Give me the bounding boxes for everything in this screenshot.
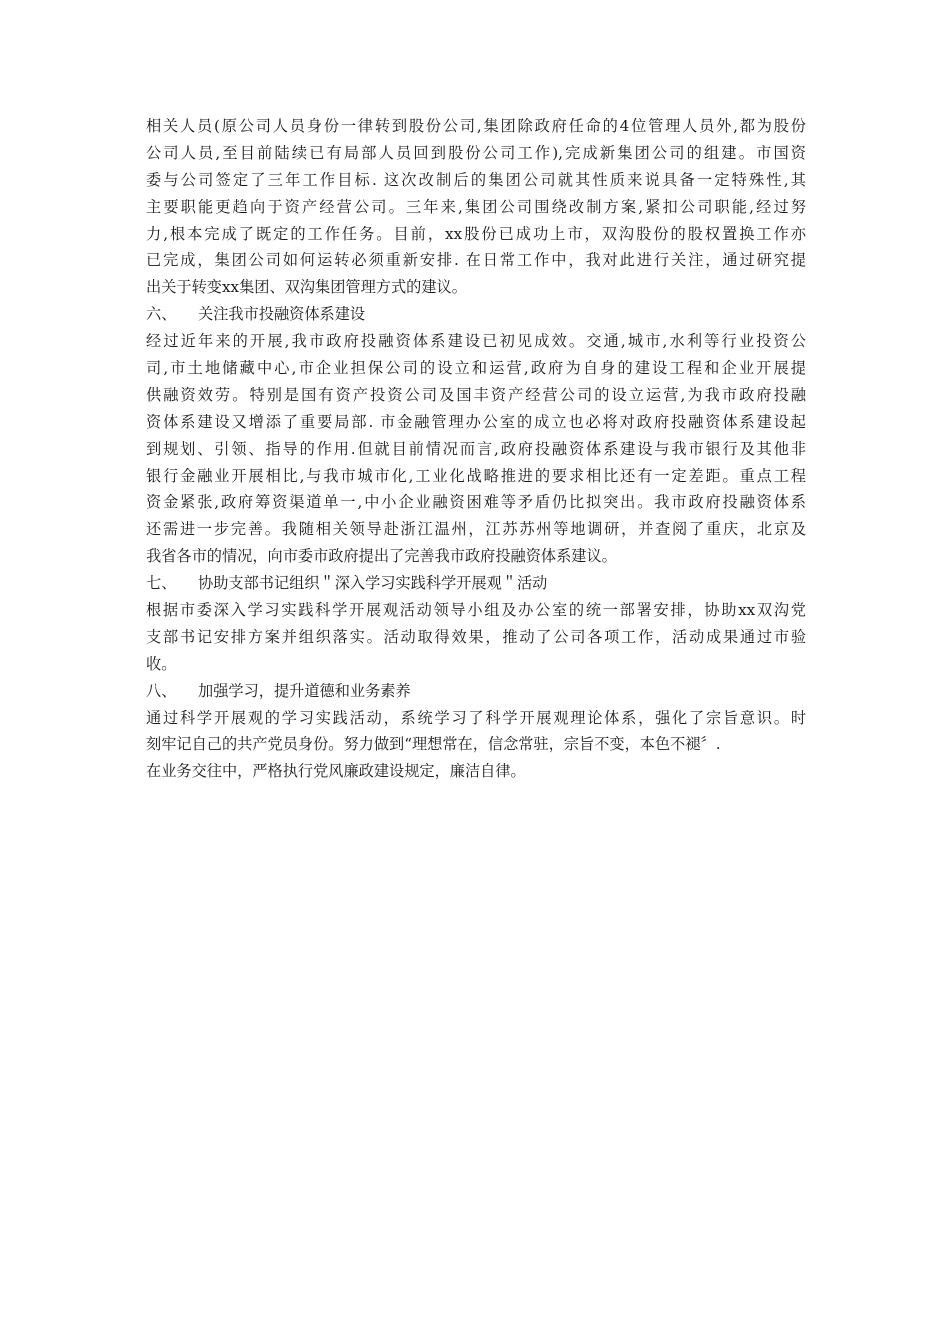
paragraph-line: 到规划、引领、指导的作用.但就目前情况而言,政府投融资体系建设与我市银行及其他非 [146,439,806,458]
paragraph-line: 已完成，集团公司如何运转必须重新安排. 在日常工作中，我对此进行关注，通过研究提 [146,251,806,270]
paragraph-line: 我省各市的情况，向市委市政府提出了完善我市政府投融资体系建议。 [146,547,617,566]
paragraph-line: 司,市土地储藏中心,市企业担保公司的设立和运营,政府为自身的建设工程和企业开展提 [146,359,806,378]
paragraph-line: 委与公司签定了三年工作目标. 这次改制后的集团公司就其性质来说具备一定特殊性,其 [146,170,806,189]
section-eight [146,678,806,786]
paragraph-line: 经过近年来的开展,我市政府投融资体系建设已初见成效。交通,城市,水利等行业投资公 [146,332,806,351]
paragraph-line: 力,根本完成了既定的工作任务。目前，xx股份已成功上市，双沟股份的股权置换工作亦 [146,224,806,243]
paragraph-line: 资金紧张,政府筹资渠道单一,中小企业融资困难等矛盾仍比拟突出。我市政府投融资体系 [146,493,806,512]
section-number: 八、 [146,681,177,700]
section-title: 加强学习，提升道德和业务素养 [198,681,411,700]
section-title: 关注我市投融资体系建设 [198,305,366,324]
section-title: 协助支部书记组织＂深入学习实践科学开展观＂活动 [198,574,548,593]
paragraph-line: 还需进一步完善。我随相关领导赴浙江温州，江苏苏州等地调研，并查阅了重庆，北京及 [146,520,806,539]
section-number: 七、 [146,574,177,593]
section-number: 六、 [146,305,177,324]
section-six [146,301,806,570]
paragraph-line: 收。 [146,654,177,673]
document-page [146,113,806,785]
paragraph-line: 通过科学开展观的学习实践活动，系统学习了科学开展观理论体系，强化了宗旨意识。时 [146,708,806,727]
paragraph-line: 支部书记安排方案并组织落实。活动取得效果，推动了公司各项工作，活动成果通过市验 [146,627,806,646]
paragraph-line: 公司人员,至目前陆续已有局部人员回到股份公司工作),完成新集团公司的组建。市国资 [146,143,806,162]
paragraph-line: 银行金融业开展相比,与我市城市化,工业化战略推进的要求相比还有一定差距。重点工程 [146,466,806,485]
paragraph-line: 出关于转变xx集团、双沟集团管理方式的建议。 [146,278,467,297]
section-seven [146,570,806,678]
paragraph-line: 主要职能更趋向于资产经营公司。三年来,集团公司围绕改制方案,紧扣公司职能,经过努 [146,197,806,216]
paragraph-line: 相关人员(原公司人员身份一律转到股份公司,集团除政府任命的4位管理人员外,都为股份 [146,117,806,135]
paragraph-line: 资体系建设又增添了重要局部. 市金融管理办公室的成立也必将对政府投融资体系建设起 [146,412,806,431]
section-heading [146,570,806,597]
section-heading [146,678,806,705]
paragraph-line: 刻牢记自己的共产党员身份。努力做到“理想常在，信念常驻，宗旨不变，本色不褪〞. [146,735,721,754]
intro-paragraph [146,113,806,301]
section-heading [146,301,806,328]
paragraph-line: 在业务交往中，严格执行党风廉政建设规定，廉洁自律。 [146,762,526,781]
paragraph-line: 供融资效劳。特别是国有资产投资公司及国丰资产经营公司的设立运营,为我市政府投融 [146,385,806,404]
paragraph-line: 根据市委深入学习实践科学开展观活动领导小组及办公室的统一部署安排，协助xx双沟党 [146,601,806,620]
